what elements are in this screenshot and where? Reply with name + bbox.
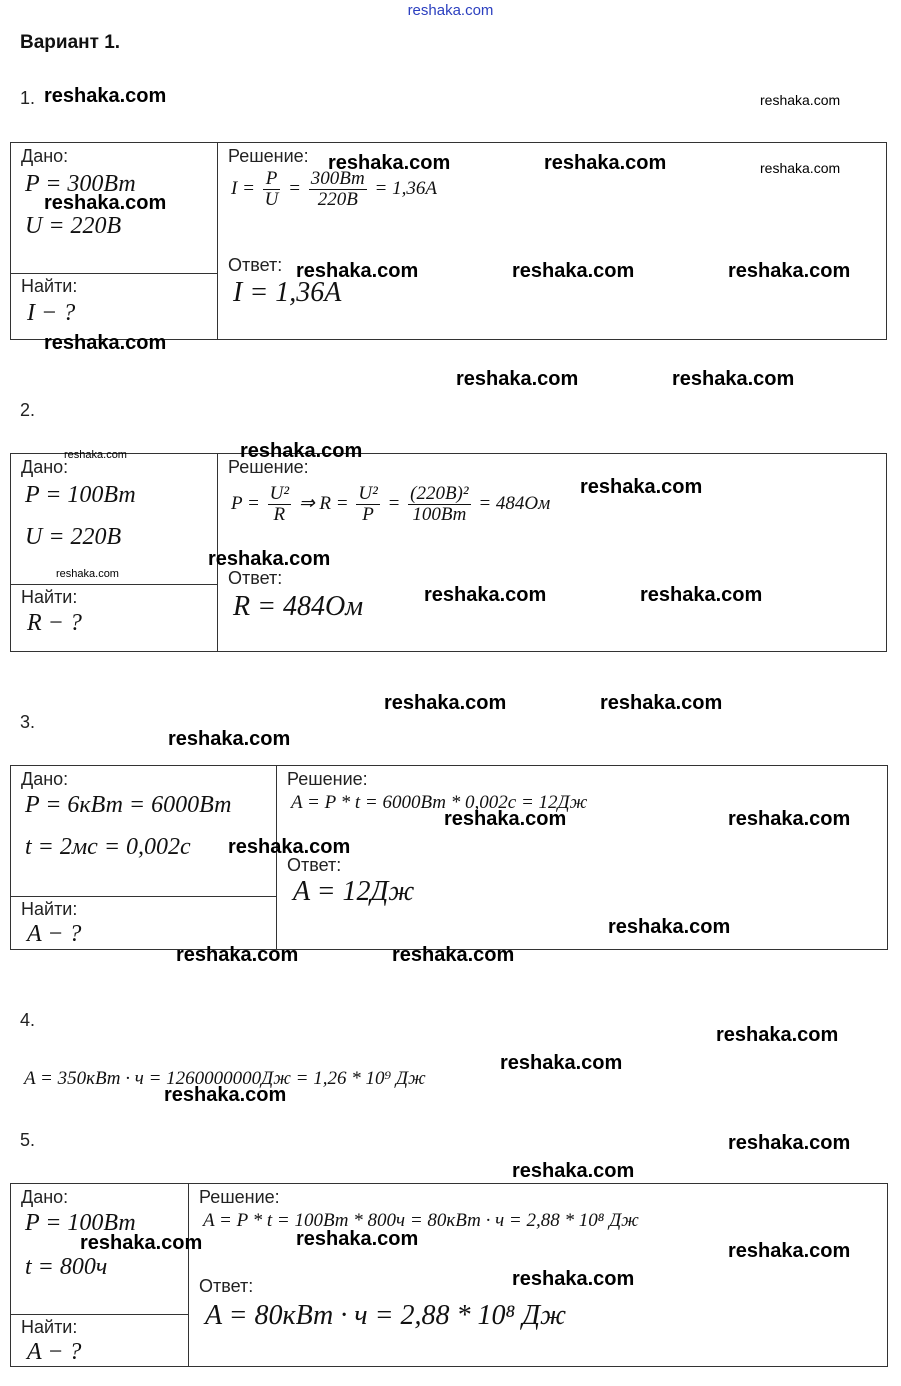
watermark-text: reshaka.com (56, 568, 119, 580)
page-title: Вариант 1. (20, 32, 121, 53)
find-label: Найти: (21, 587, 78, 607)
given-value: U = 220В (25, 213, 122, 239)
answer-value: R = 484Ом (233, 591, 364, 622)
watermark-text: reshaka.com (80, 1232, 203, 1254)
problem-3-table (10, 765, 888, 950)
find-value: A − ? (27, 1339, 82, 1365)
watermark-text: reshaka.com (444, 808, 567, 830)
watermark-text: reshaka.com (500, 1052, 623, 1074)
watermark-text: reshaka.com (392, 944, 515, 966)
problem-1-number: 1. (20, 88, 36, 108)
given-label: Дано: (21, 1187, 69, 1207)
watermark-text: reshaka.com (580, 476, 703, 498)
solution-label: Решение: (287, 769, 368, 789)
site-header-watermark[interactable]: reshaka.com (407, 2, 494, 19)
answer-value: A = 12Дж (293, 876, 415, 907)
find-label: Найти: (21, 899, 78, 919)
watermark-text: reshaka.com (208, 548, 331, 570)
answer-value: A = 80кВт · ч = 2,88 * 10⁸ Дж (205, 1300, 567, 1331)
given-value: t = 2мс = 0,002с (25, 834, 191, 860)
given-value: t = 800ч (25, 1254, 108, 1280)
solution-label: Решение: (228, 457, 309, 477)
watermark-text: reshaka.com (176, 944, 299, 966)
solution-formula: A = P * t = 6000Вт * 0,002с = 12Дж (291, 792, 588, 813)
problem-5-table (10, 1183, 888, 1367)
problem-2-table (10, 453, 887, 652)
watermark-text: reshaka.com (228, 836, 351, 858)
given-label: Дано: (21, 457, 69, 477)
find-label: Найти: (21, 1317, 78, 1337)
answer-label: Ответ: (199, 1276, 254, 1296)
watermark-text: reshaka.com (728, 260, 851, 282)
solution-formula: I = $\frac{P}{U}$ = $\frac{300Вт}{220В}$ = 1,36А (231, 168, 437, 210)
answer-label: Ответ: (287, 855, 342, 875)
find-value: I − ? (27, 300, 76, 326)
watermark-text: reshaka.com (728, 1240, 851, 1262)
watermark-text: reshaka.com (716, 1024, 839, 1046)
watermark-text: reshaka.com (728, 808, 851, 830)
watermark-text: reshaka.com (328, 152, 451, 174)
watermark-text: reshaka.com (44, 85, 167, 107)
watermark-text: reshaka.com (456, 368, 579, 390)
answer-label: Ответ: (228, 568, 283, 588)
problem-3-number: 3. (20, 712, 36, 732)
watermark-text: reshaka.com (512, 260, 635, 282)
watermark-text: reshaka.com (672, 368, 795, 390)
watermark-text: reshaka.com (44, 192, 167, 214)
problem-2-number: 2. (20, 400, 36, 420)
given-value: U = 220В (25, 524, 122, 550)
solution-label: Решение: (199, 1187, 280, 1207)
answer-value: I = 1,36А (233, 277, 342, 308)
problem-4-formula: A = 350кВт · ч = 1260000000Дж = 1,26 * 10⁹ Дж (24, 1068, 426, 1089)
given-label: Дано: (21, 146, 69, 166)
watermark-text: reshaka.com (64, 449, 127, 461)
find-value: A − ? (27, 921, 82, 947)
watermark-text: reshaka.com (760, 92, 841, 108)
watermark-text: reshaka.com (512, 1268, 635, 1290)
watermark-text: reshaka.com (168, 728, 291, 750)
given-value: P = 100Вт (25, 482, 136, 508)
problem-4-number: 4. (20, 1010, 36, 1030)
find-label: Найти: (21, 276, 78, 296)
given-value: P = 100Вт (25, 1210, 136, 1236)
solution-label: Решение: (228, 146, 309, 166)
solution-formula: P = $\frac{\text{U²}}{R}$ ⇒ R = $\frac{\text{U²}}{P}$ = $\frac{\text{(220В)²}}{100Вт}$ = 484Ом (231, 483, 551, 525)
watermark-text: reshaka.com (296, 1228, 419, 1250)
given-label: Дано: (21, 769, 69, 789)
given-value: P = 6кВт = 6000Вт (25, 792, 232, 818)
solution-formula: A = P * t = 100Вт * 800ч = 80кВт · ч = 2,88 * 10⁸ Дж (203, 1210, 639, 1231)
watermark-text: reshaka.com (544, 152, 667, 174)
watermark-text: reshaka.com (728, 1132, 851, 1154)
watermark-text: reshaka.com (424, 584, 547, 606)
answer-label: Ответ: (228, 255, 283, 275)
watermark-text: reshaka.com (512, 1160, 635, 1182)
given-value: P = 300Вт (25, 171, 136, 197)
watermark-text: reshaka.com (44, 332, 167, 354)
watermark-text: reshaka.com (608, 916, 731, 938)
problem-5-number: 5. (20, 1130, 36, 1150)
find-value: R − ? (27, 610, 82, 636)
watermark-text: reshaka.com (760, 160, 841, 176)
watermark-text: reshaka.com (640, 584, 763, 606)
watermark-text: reshaka.com (296, 260, 419, 282)
watermark-text: reshaka.com (600, 692, 723, 714)
watermark-text: reshaka.com (240, 440, 363, 462)
watermark-text: reshaka.com (164, 1084, 287, 1106)
watermark-text: reshaka.com (384, 692, 507, 714)
